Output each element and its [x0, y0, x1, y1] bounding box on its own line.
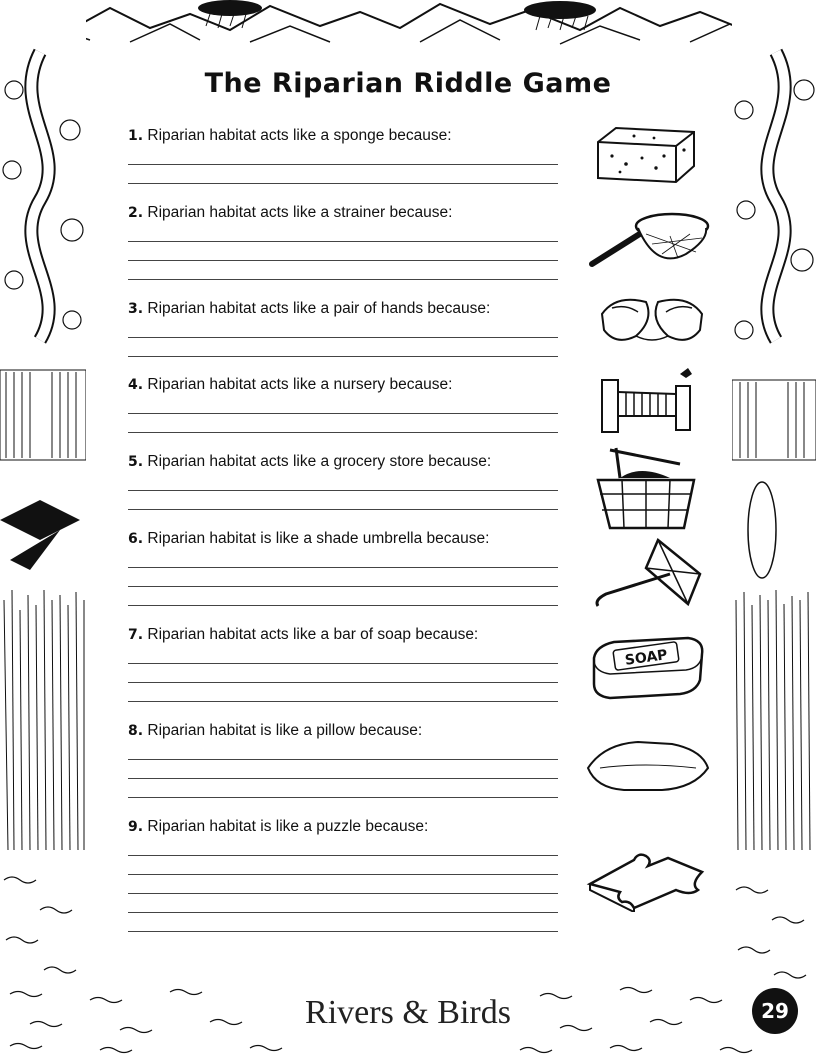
answer-line[interactable] [128, 586, 558, 587]
river-forest-border-left [0, 0, 86, 1056]
answer-line[interactable] [128, 663, 558, 664]
question-8 [128, 721, 558, 798]
puzzle-piece-icon [586, 850, 710, 912]
answer-line[interactable] [128, 260, 558, 261]
question-9 [128, 817, 558, 932]
answer-line[interactable] [128, 778, 558, 779]
strainer-icon [586, 204, 714, 274]
question-3 [128, 299, 558, 357]
question-number: 2. [128, 205, 144, 221]
umbrella-icon [588, 534, 706, 612]
answer-line[interactable] [128, 432, 558, 433]
answer-line[interactable] [128, 567, 558, 568]
mountain-sky-border [0, 0, 816, 52]
answer-line[interactable] [128, 893, 558, 894]
answer-line[interactable] [128, 356, 558, 357]
question-4 [128, 375, 558, 433]
question-text: Riparian habitat acts like a pair of hands because: [147, 300, 491, 317]
crib-icon [596, 364, 700, 434]
question-number: 1. [128, 128, 144, 144]
question-1 [128, 126, 558, 184]
question-2 [128, 203, 558, 280]
question-text: Riparian habitat is like a shade umbrella because: [147, 530, 490, 547]
answer-line[interactable] [128, 759, 558, 760]
answer-line[interactable] [128, 605, 558, 606]
answer-line[interactable] [128, 337, 558, 338]
answer-line[interactable] [128, 682, 558, 683]
answer-line[interactable] [128, 797, 558, 798]
answer-line[interactable] [128, 874, 558, 875]
pillow-icon [584, 738, 712, 794]
basket-icon [590, 444, 702, 532]
question-number: 5. [128, 454, 144, 470]
question-number: 7. [128, 627, 144, 643]
answer-line[interactable] [128, 912, 558, 913]
answer-line[interactable] [128, 164, 558, 165]
question-text: Riparian habitat acts like a sponge because: [147, 127, 452, 144]
answer-line[interactable] [128, 279, 558, 280]
sponge-icon [590, 120, 702, 188]
question-number: 9. [128, 819, 144, 835]
answer-line[interactable] [128, 183, 558, 184]
answer-line[interactable] [128, 490, 558, 491]
footer-title: Rivers & Birds [305, 994, 511, 1031]
river-forest-border-right [732, 0, 816, 1056]
question-number: 4. [128, 377, 144, 393]
question-text: Riparian habitat is like a pillow because: [147, 722, 423, 739]
question-7 [128, 625, 558, 702]
answer-line[interactable] [128, 855, 558, 856]
soap-bar-icon [588, 632, 708, 702]
question-text: Riparian habitat acts like a nursery because: [147, 376, 453, 393]
question-text: Riparian habitat acts like a strainer because: [147, 204, 453, 221]
answer-line[interactable] [128, 413, 558, 414]
question-number: 3. [128, 301, 144, 317]
question-6 [128, 529, 558, 606]
cupped-hands-icon [596, 290, 708, 352]
page-title: The Riparian Riddle Game [204, 68, 612, 99]
answer-line[interactable] [128, 931, 558, 932]
answer-line[interactable] [128, 241, 558, 242]
answer-line[interactable] [128, 701, 558, 702]
question-5 [128, 452, 558, 510]
question-text: Riparian habitat is like a puzzle because: [147, 818, 429, 835]
question-text: Riparian habitat acts like a grocery store because: [147, 453, 492, 470]
soap-label: SOAP [624, 647, 669, 669]
answer-line[interactable] [128, 509, 558, 510]
question-text: Riparian habitat acts like a bar of soap because: [147, 626, 479, 643]
question-number: 8. [128, 723, 144, 739]
question-number: 6. [128, 531, 144, 547]
page-number-badge: 29 [752, 988, 798, 1034]
